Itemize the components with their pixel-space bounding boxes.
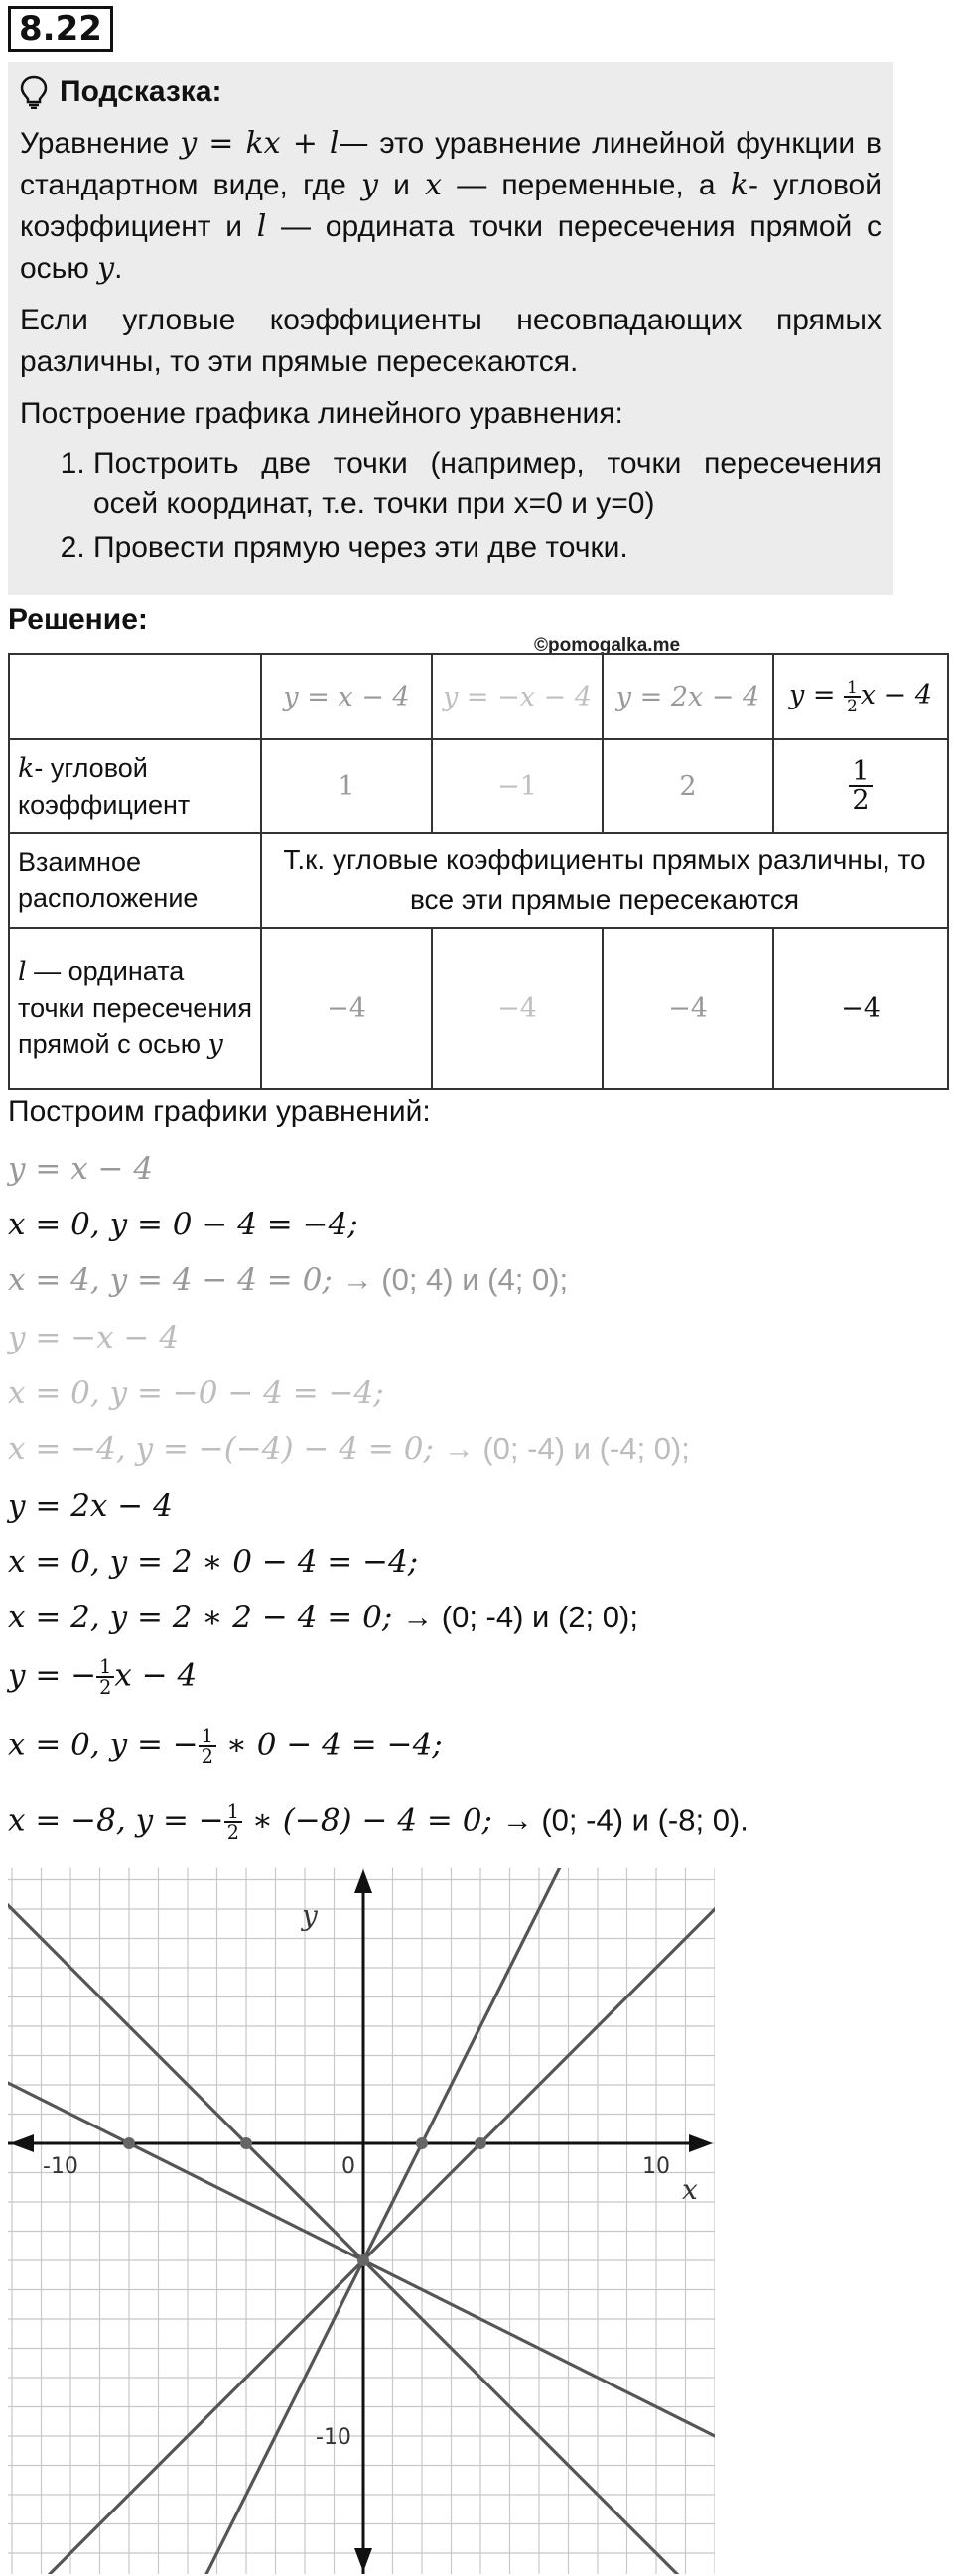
equation-line: x = 4, y = 4 − 4 = 0; → (0; 4) и (4; 0); bbox=[8, 1262, 569, 1298]
table-header: y = x − 4 bbox=[261, 654, 432, 739]
hint-paragraph-2: Если угловые коэффициенты несовпадающих прямых различны, то эти прямые пересекаются. bbox=[20, 304, 882, 378]
row-label-k: k- угловой коэффициент bbox=[9, 739, 261, 833]
table-cell: −4 bbox=[261, 928, 432, 1089]
intersection-point bbox=[240, 2137, 252, 2149]
table-row bbox=[9, 928, 948, 1089]
intersection-point bbox=[416, 2137, 428, 2149]
function-graph bbox=[8, 1868, 715, 2574]
equation-line: x = 0, y = 0 − 4 = −4; bbox=[8, 1207, 358, 1242]
intersection-point bbox=[357, 2254, 369, 2266]
function-line bbox=[8, 1868, 715, 2574]
y-axis-arrow bbox=[354, 1869, 372, 1893]
x-tick-label: -10 bbox=[43, 2154, 78, 2179]
table-cell: −4 bbox=[603, 928, 773, 1089]
table-cell: 2 bbox=[603, 739, 773, 833]
solution-table bbox=[8, 653, 949, 1090]
table-header: y = 2x − 4 bbox=[603, 654, 773, 739]
equation-line: x = −8, y = − $\frac{1}{2}$ ∗ (−8) − 4 = 0; → (0; -4) и (-8; 0). bbox=[8, 1800, 749, 1845]
table-header: y = −x − 4 bbox=[432, 654, 603, 739]
row-label-l: l — ордината точки пересечения прямой с осью y bbox=[9, 928, 261, 1089]
x-axis-arrow bbox=[689, 2134, 713, 2152]
table-cell: 1 bbox=[261, 739, 432, 833]
plot-heading: Построим графики уравнений: bbox=[8, 1095, 431, 1128]
equation-line: x = 0, y = − $\frac{1}{2}$ ∗ 0 − 4 = −4; bbox=[8, 1725, 443, 1769]
hint-title-text: Подсказка: bbox=[60, 75, 222, 108]
x-axis-arrow-left bbox=[10, 2134, 34, 2152]
origin-label: 0 bbox=[341, 2154, 355, 2179]
relative-position-text: Т.к. угловые коэффициенты прямых различны, то все эти прямые пересекаются bbox=[261, 833, 948, 928]
intersection-point bbox=[123, 2137, 135, 2149]
hint-title bbox=[20, 71, 882, 113]
lightbulb-icon bbox=[20, 75, 48, 109]
equation-line: x = 2, y = 2 ∗ 2 − 4 = 0; → (0; -4) и (2; 0); bbox=[8, 1600, 638, 1635]
table-cell: −4 bbox=[432, 928, 603, 1089]
equation-line: y = x − 4 bbox=[8, 1151, 154, 1187]
table-header: y = $\frac{1}{2}$ x − 4 bbox=[773, 654, 948, 739]
task-number: 8.22 bbox=[8, 6, 113, 52]
y-axis-label: y bbox=[302, 1899, 318, 1932]
equation-line: x = −4, y = −(−4) − 4 = 0; → (0; -4) и (-4; 0); bbox=[8, 1431, 690, 1467]
equation-line: x = 0, y = 2 ∗ 0 − 4 = −4; bbox=[8, 1544, 419, 1580]
function-line bbox=[8, 1868, 715, 2574]
table-cell: −4 bbox=[773, 928, 948, 1089]
hint-steps bbox=[20, 445, 882, 568]
y-tick-label: -10 bbox=[316, 2425, 351, 2450]
intersection-point bbox=[475, 2137, 486, 2149]
solution-label: Решение: bbox=[8, 603, 148, 636]
table-header-row bbox=[9, 654, 948, 739]
table-corner-cell bbox=[9, 654, 261, 739]
hint-paragraph-1: Уравнение y = kx + l— это уравнение линейной функции в стандартном виде, где y и x — переменные, а k- угловой коэффициент и l — ордината точки пересечения прямой с осью y. bbox=[20, 126, 883, 286]
equation-line: y = − $\frac{1}{2}$ x − 4 bbox=[8, 1655, 198, 1700]
equation-line: y = −x − 4 bbox=[8, 1320, 180, 1355]
hint-box bbox=[8, 62, 893, 595]
x-axis-label: x bbox=[682, 2173, 698, 2206]
y-axis-arrow-bottom bbox=[354, 2548, 372, 2572]
table-row bbox=[9, 833, 948, 928]
hint-step: 2. Провести прямую через эти две точки. bbox=[93, 528, 882, 568]
table-row bbox=[9, 739, 948, 833]
equation-line: x = 0, y = −0 − 4 = −4; bbox=[8, 1375, 384, 1411]
equation-line: y = 2x − 4 bbox=[8, 1488, 173, 1524]
table-cell: $\frac{1}{2}$ bbox=[773, 739, 948, 833]
row-label-relative-position: Взаимное расположение bbox=[9, 833, 261, 928]
hint-paragraph-3: Построение графика линейного уравнения: bbox=[20, 397, 623, 430]
watermark: ©pomogalka.me bbox=[534, 635, 681, 656]
x-tick-label: 10 bbox=[642, 2154, 670, 2179]
table-cell: −1 bbox=[432, 739, 603, 833]
function-line bbox=[8, 1868, 715, 2574]
hint-step: 1. Построить две точки (например, точки пересечения осей координат, т.е. точки при x=0 и y=0) bbox=[93, 445, 882, 524]
